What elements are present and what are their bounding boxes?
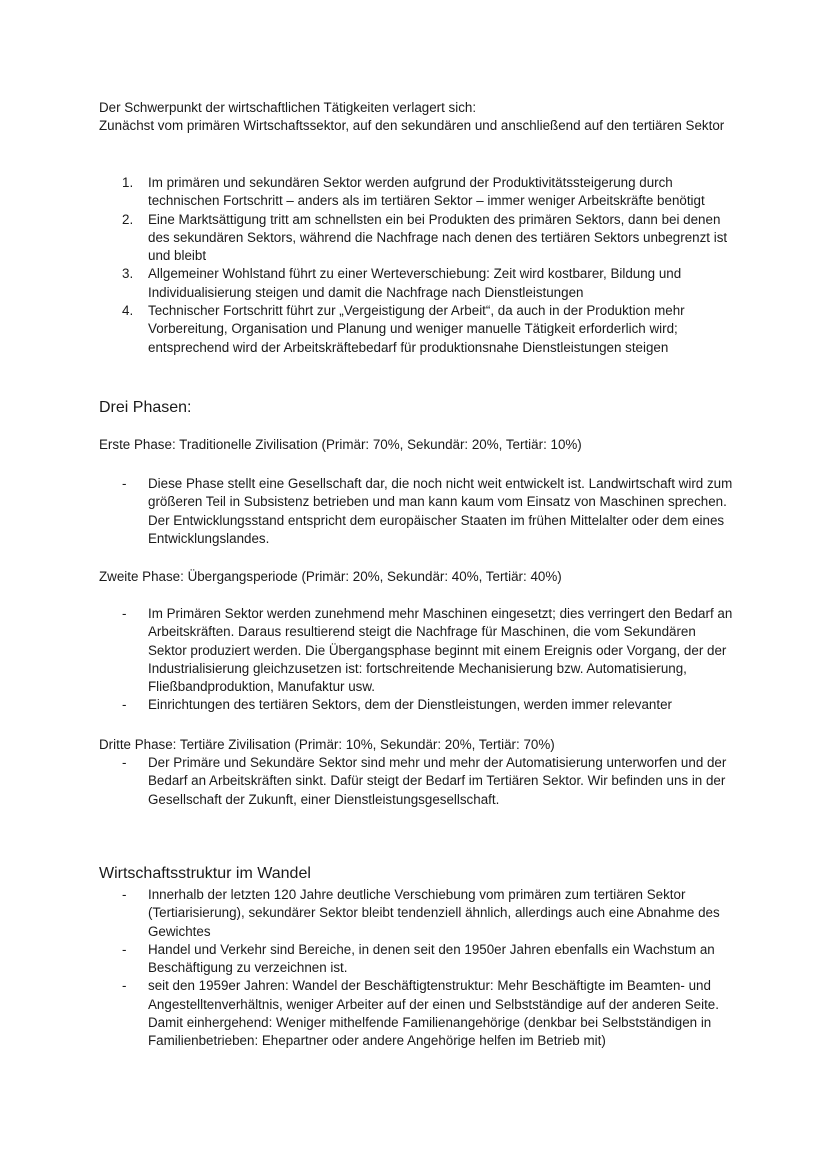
phase-3-title: Dritte Phase: Tertiäre Zivilisation (Primär: 10%, Sekundär: 20%, Tertiär: 70%)	[99, 737, 555, 752]
item-number: 3.	[122, 266, 134, 282]
bullet-dash: -	[122, 755, 127, 770]
bullet-dash: -	[122, 941, 127, 957]
item-text: Im primären und sekundären Sektor werden aufgrund der Produktivitätssteigerung durch technischen Fortschritt – anders als im tertiären Sektor – immer weniger Arbeitskräfte benötigt	[148, 175, 705, 209]
item-text: Allgemeiner Wohlstand führt zu einer Werteverschiebung: Zeit wird kostbarer, Bildung und Individualisierung steigen und damit die Nachfrage nach Dienstleistungen	[148, 266, 682, 300]
intro-paragraph	[99, 99, 729, 136]
bullet-continuation	[122, 1014, 734, 1051]
bullet-text: Diese Phase stellt eine Gesellschaft dar, die noch nicht weit entwickelt ist. Landwirtschaft wird zum größeren Teil in Subsistenz betrieben und man kann kaum vom Einsatz von Maschinen sprechen. Der Entwicklungsstand entspricht dem europäischer Staaten im frühen Mittelalter oder dem eines Entwicklungslandes.	[148, 476, 733, 546]
item-number: 2.	[122, 211, 134, 227]
item-text: Technischer Fortschritt führt zur „Vergeistigung der Arbeit“, da auch in der Produktion mehr Vorbereitung, Organisation und Planung und weniger manuelle Tätigkeit erforderlich wird; entsprechend wird der Arbeitskräftebedarf für produktionsnahe Dienstleistungen steigen	[148, 303, 685, 355]
bullet-text: Der Primäre und Sekundäre Sektor sind mehr und mehr der Automatisierung unterworfen und der Bedarf an Arbeitskräften sinkt. Dafür steigt der Bedarf im Tertiären Sektor. Wir befinden uns in der Gesellschaft der Zukunft, einer Dienstleistungsgesellschaft.	[148, 755, 727, 807]
numbered-list	[122, 174, 732, 357]
phase-1-bullets	[122, 475, 734, 548]
numbered-item	[122, 302, 732, 357]
wandel-bullets	[122, 886, 734, 1051]
bullet-item	[122, 941, 734, 978]
item-number: 1.	[122, 175, 134, 190]
bullet-dash: -	[122, 887, 127, 902]
numbered-item	[122, 211, 732, 266]
phase-1-title: Erste Phase: Traditionelle Zivilisation (Primär: 70%, Sekundär: 20%, Tertiär: 10%)	[99, 437, 582, 452]
numbered-item	[122, 265, 732, 302]
phases-heading: Drei Phasen:	[99, 399, 192, 416]
intro-line-1: Der Schwerpunkt der wirtschaftlichen Tätigkeiten verlagert sich:	[99, 100, 477, 115]
bullet-item	[122, 977, 734, 1014]
bullet-text: seit den 1959er Jahren: Wandel der Beschäftigtenstruktur: Mehr Beschäftigte im Beamten- und Angestelltenverhältnis, weniger Arbeiter auf der einen und Selbstständige auf der anderen Seite.	[148, 978, 719, 1012]
bullet-item	[122, 886, 734, 941]
bullet-dash: -	[122, 697, 127, 713]
phase-3-bullets	[122, 754, 734, 809]
wandel-heading: Wirtschaftsstruktur im Wandel	[99, 865, 311, 882]
bullet-text: Innerhalb der letzten 120 Jahre deutliche Verschiebung vom primären zum tertiären Sektor (Tertiarisierung), sekundärer Sektor bleibt tendenziell ähnlich, allerdings auch eine Abnahme des Gewichtes	[148, 887, 720, 939]
numbered-item	[122, 174, 732, 211]
bullet-item	[122, 754, 734, 809]
bullet-text: Einrichtungen des tertiären Sektors, dem der Dienstleistungen, werden immer relevanter	[148, 697, 672, 713]
bullet-dash: -	[122, 606, 127, 621]
phase-2-bullets	[122, 605, 734, 715]
bullet-text: Handel und Verkehr sind Bereiche, in denen seit den 1950er Jahren ebenfalls ein Wachstum an Beschäftigung zu verzeichnen ist.	[148, 941, 715, 976]
bullet-item	[122, 475, 734, 548]
bullet-dash: -	[122, 978, 127, 994]
item-number: 4.	[122, 303, 134, 319]
bullet-item	[122, 605, 734, 696]
bullet-item	[122, 696, 734, 714]
bullet-text: Im Primären Sektor werden zunehmend mehr Maschinen eingesetzt; dies verringert den Bedarf an Arbeitskräften. Daraus resultierend steigt die Nachfrage für Maschinen, die vom Sekundären Sektor produziert werden. Die Übergangsphase beginnt mit einem Ereignis oder Vorgang, der der Industrialisierung gleichzusetzen ist: fortschreitende Mechanisierung bzw. Automatisierung, Fließbandproduktion, Manufaktur usw.	[148, 606, 733, 695]
item-text: Eine Marktsättigung tritt am schnellsten ein bei Produkten des primären Sektors, dann bei denen des sekundären Sektors, während die Nachfrage nach denen des tertiären Sektors unbegrenzt ist und bleibt	[148, 211, 728, 264]
bullet-continuation-text: Damit einhergehend: Weniger mithelfende Familienangehörige (denkbar bei Selbstständigen in Familienbetrieben: Ehepartner oder andere Angehörige helfen im Betrieb mit)	[148, 1015, 712, 1049]
phase-2-title: Zweite Phase: Übergangsperiode (Primär: 20%, Sekundär: 40%, Tertiär: 40%)	[99, 569, 562, 584]
bullet-dash: -	[122, 476, 127, 491]
intro-line-2: Zunächst vom primären Wirtschaftssektor, auf den sekundären und anschließend auf den tertiären Sektor	[99, 118, 725, 134]
